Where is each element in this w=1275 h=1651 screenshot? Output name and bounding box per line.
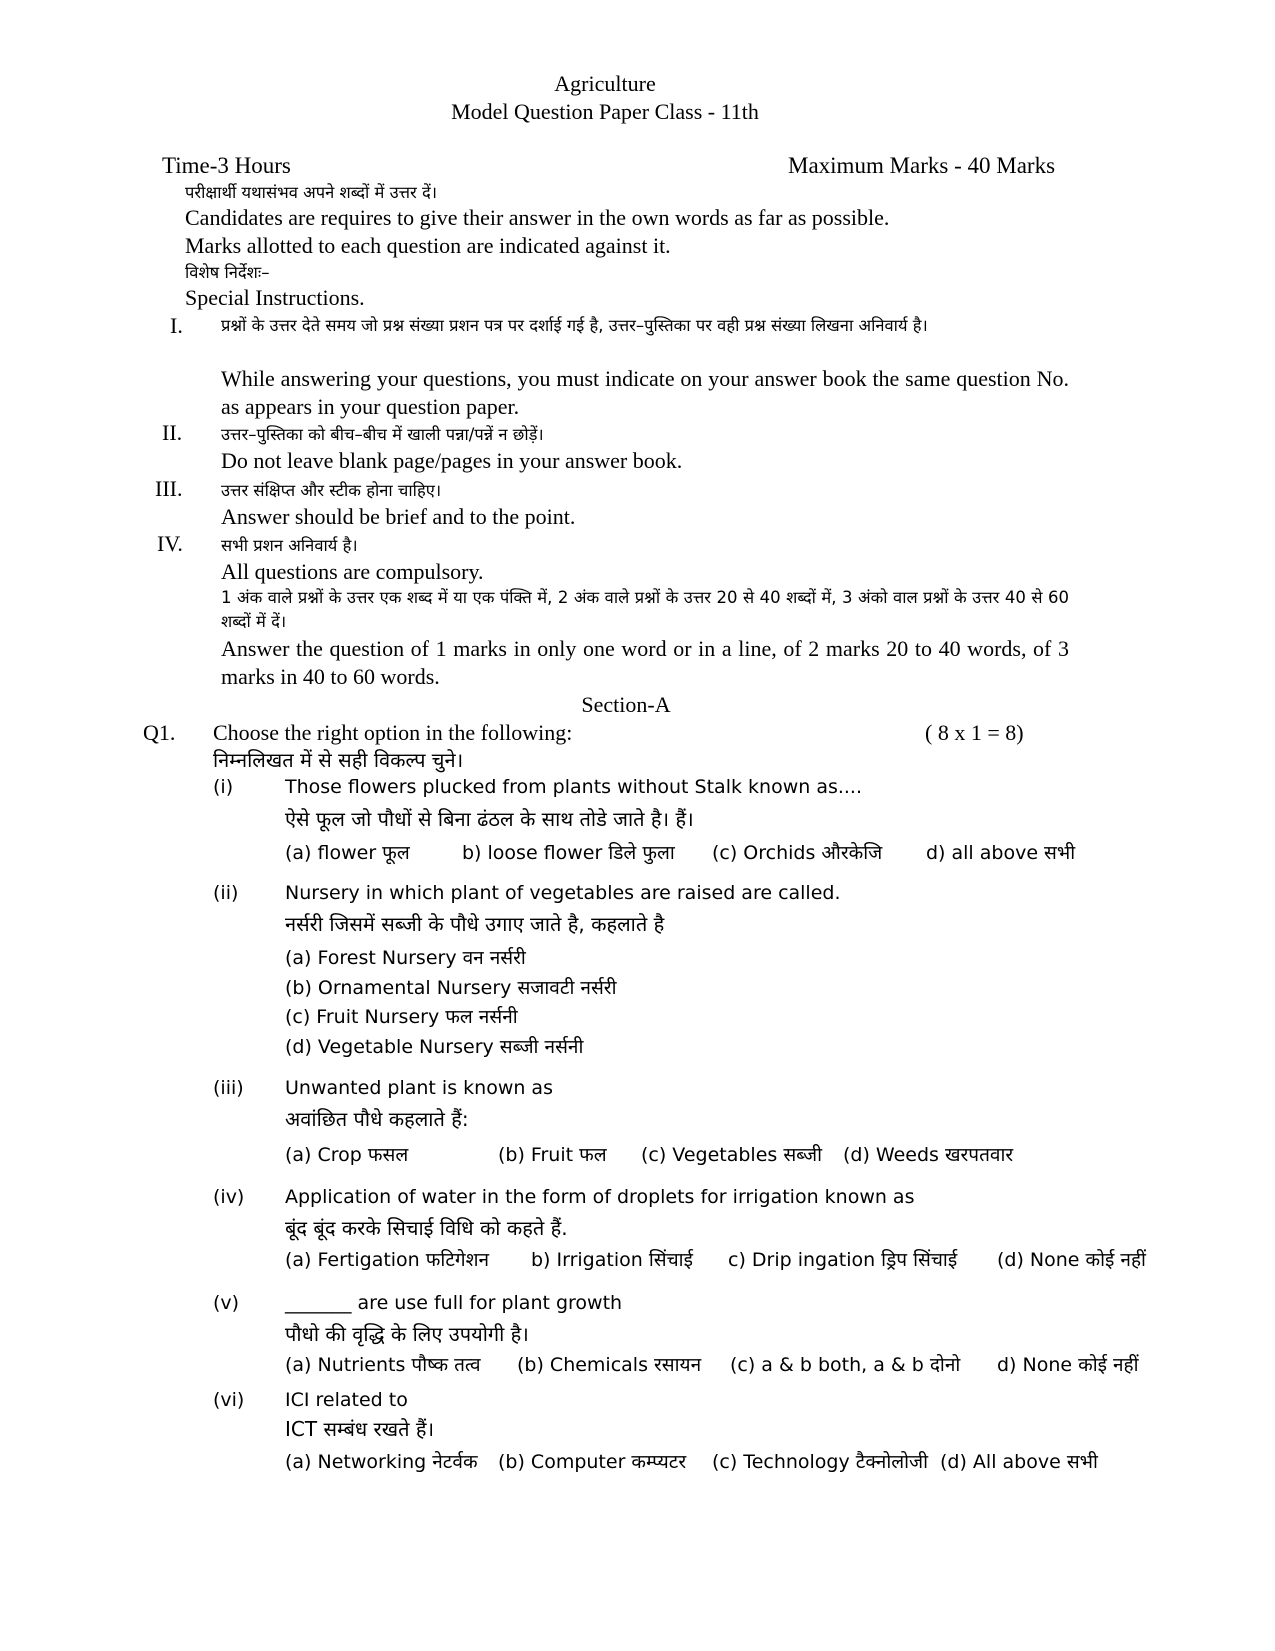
answer-option: (d) All above सभी — [940, 1451, 1098, 1473]
sub-question-number: (vi) — [213, 1389, 245, 1411]
special-instructions-heading: Special Instructions. — [185, 285, 365, 310]
answer-option: (a) flower फूल — [285, 842, 410, 864]
sub-question-number: (i) — [213, 776, 234, 798]
answer-option: (c) a & b both, a & b दोनो — [730, 1354, 961, 1376]
question-prompt: Choose the right option in the following: — [213, 720, 573, 745]
instruction-english: All questions are compulsory. — [221, 559, 484, 584]
answer-option: (d) Weeds खरपतवार — [843, 1144, 1014, 1166]
sub-question-hindi: ICT सम्बंध रखते हैं। — [285, 1417, 435, 1441]
sub-question-hindi: अवांछित पौधे कहलाते हैं: — [285, 1107, 469, 1131]
answer-option: (b) Computer कम्प्यटर — [498, 1451, 687, 1473]
instruction-english: While answering your questions, you must indicate on your answer book the same question No. as appears in your question paper. — [221, 366, 1069, 419]
answer-option: (c) Orchids औरकेजि — [712, 842, 883, 864]
time-label: Time-3 Hours — [162, 153, 291, 178]
instruction-english: Answer should be brief and to the point. — [221, 504, 576, 529]
instruction-number: IV. — [157, 531, 183, 556]
question-prompt-hindi: निम्नलिखत में से सही विकल्प चुने। — [213, 748, 464, 772]
section-heading: Section-A — [581, 692, 671, 717]
answer-option: (c) Fruit Nursery फल नर्सनी — [285, 1006, 518, 1028]
answer-option: (c) Technology टैक्नोलोजी — [712, 1451, 929, 1473]
answer-option: d) all above सभी — [926, 842, 1076, 864]
instruction-hindi: उत्तर संक्षिप्त और स्टीक होना चाहिए। — [221, 481, 442, 500]
answer-option: (a) Nutrients पौष्क तत्व — [285, 1354, 481, 1376]
subject-title: Agriculture — [554, 71, 656, 96]
sub-question-number: (iii) — [213, 1077, 244, 1099]
answer-option: b) loose flower डिले फुला — [462, 842, 675, 864]
marks-indicated: Marks allotted to each question are indicated against it. — [185, 233, 671, 258]
answer-option: (b) Ornamental Nursery सजावटी नर्सरी — [285, 977, 617, 999]
answer-option: (d) None कोई नहीं — [997, 1249, 1146, 1271]
hindi-answer-own-words: परीक्षार्थी यथासंभव अपने शब्दों में उत्तर दें। — [185, 183, 438, 202]
sub-question-number: (v) — [213, 1292, 240, 1314]
sub-question-text: Those flowers plucked from plants without Stalk known as.... — [285, 776, 863, 798]
instruction-number: II. — [162, 420, 183, 445]
instruction-english: Do not leave blank page/pages in your answer book. — [221, 448, 683, 473]
answer-option: (a) Forest Nursery वन नर्सरी — [285, 947, 526, 969]
sub-question-number: (iv) — [213, 1186, 245, 1208]
answer-option: (d) Vegetable Nursery सब्जी नर्सनी — [285, 1036, 584, 1058]
sub-question-text: Nursery in which plant of vegetables are raised are called. — [285, 882, 841, 904]
instruction-hindi: सभी प्रशन अनिवार्य है। — [221, 536, 358, 555]
sub-question-text: _______ are use full for plant growth — [285, 1292, 623, 1314]
answer-option: (b) Chemicals रसायन — [517, 1354, 702, 1376]
paper-title: Model Question Paper Class - 11th — [451, 99, 759, 124]
answer-option: c) Drip ingation ड्रिप सिंचाई — [728, 1249, 958, 1271]
answer-own-words: Candidates are requires to give their answer in the own words as far as possible. — [185, 205, 890, 230]
instruction-hindi-word-limits: 1 अंक वाले प्रश्नों के उत्तर एक शब्द में या एक पंक्ति में, 2 अंक वाले प्रश्नों के उत्तर 20 से 40 शब्दों में, 3 अंको वाल प्रश्नों के उत्तर 40 से 60 शब्दों में दें। — [221, 588, 1069, 631]
sub-question-hindi: बूंद बूंद करके सिचाई विधि को कहते हैं. — [285, 1216, 568, 1240]
answer-option: (a) Fertigation फटिगेशन — [285, 1249, 490, 1271]
answer-option: (a) Networking नेटर्वक — [285, 1451, 478, 1473]
sub-question-number: (ii) — [213, 882, 239, 904]
answer-option: d) None कोई नहीं — [997, 1354, 1139, 1376]
question-number: Q1. — [143, 720, 176, 745]
sub-question-text: Unwanted plant is known as — [285, 1077, 553, 1099]
answer-option: (b) Fruit फल — [498, 1144, 607, 1166]
instruction-number: I. — [170, 313, 183, 338]
sub-question-text: Application of water in the form of droplets for irrigation known as — [285, 1186, 915, 1208]
sub-question-hindi: नर्सरी जिसमें सब्जी के पौधे उगाए जाते है, कहलाते है — [285, 912, 665, 936]
instruction-hindi: प्रश्नों के उत्तर देते समय जो प्रश्न संख्या प्रशन पत्र पर दर्शाई गई है, उत्तर–पुस्तिका पर वही प्रश्न संख्या लिखना अनिवार्य है। — [221, 316, 928, 335]
answer-option: b) Irrigation सिंचाई — [531, 1249, 693, 1271]
instruction-number: III. — [155, 476, 183, 501]
max-marks-label: Maximum Marks - 40 Marks — [788, 153, 1056, 178]
instruction-hindi: उत्तर–पुस्तिका को बीच–बीच में खाली पन्ना/पन्नें न छोड़ें। — [221, 425, 544, 444]
question-marks: ( 8 x 1 = 8) — [925, 720, 1024, 745]
answer-option: (a) Crop फसल — [285, 1144, 409, 1166]
sub-question-hindi: ऐसे फूल जो पौधों से बिना ढंठल के साथ तोडे जाते है। हैं। — [285, 807, 694, 831]
answer-option: (c) Vegetables सब्जी — [641, 1144, 823, 1166]
hindi-special-instructions: विशेष निर्देशः– — [185, 263, 270, 282]
instruction-english-word-limits: Answer the question of 1 marks in only one word or in a line, of 2 marks 20 to 40 words, of 3 marks in 40 to 60 words. — [221, 636, 1069, 689]
sub-question-hindi: पौधो की वृद्धि के लिए उपयोगी है। — [285, 1322, 529, 1346]
sub-question-text: ICI related to — [285, 1389, 408, 1411]
